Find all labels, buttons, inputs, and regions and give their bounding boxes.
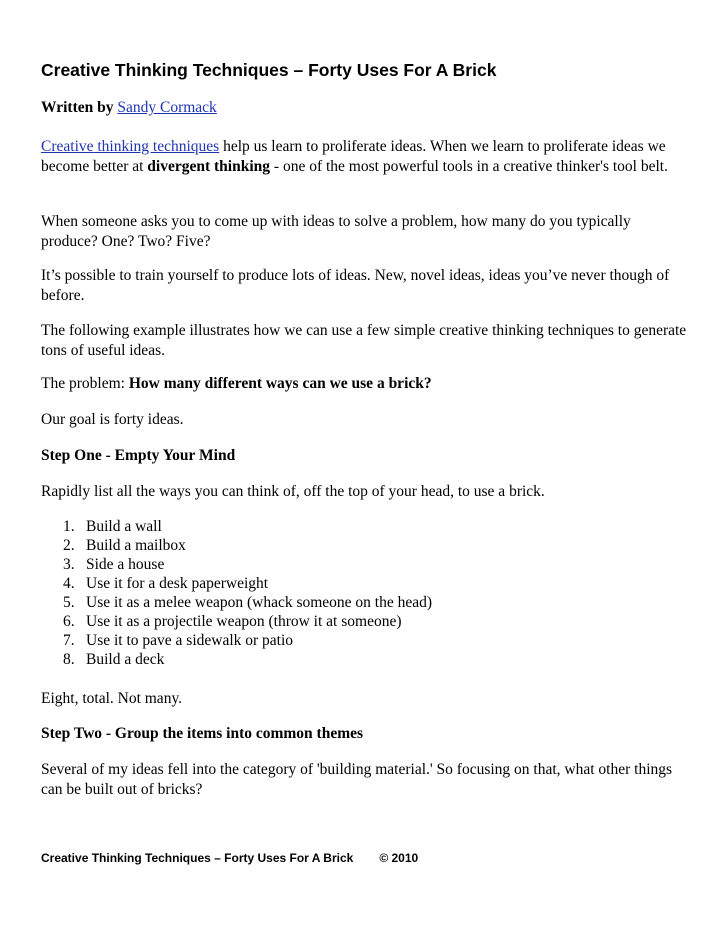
step-one-heading xyxy=(41,446,691,466)
list-item-text: Use it as a melee weapon (whack someone on the head) xyxy=(86,594,433,611)
list-item-text: Build a mailbox xyxy=(86,537,186,554)
list-item-text: Use it to pave a sidewalk or patio xyxy=(86,632,294,649)
ideas-list xyxy=(41,517,432,669)
list-item-text: Use it as a projectile weapon (throw it at someone) xyxy=(86,613,402,630)
list-item-text: Build a deck xyxy=(86,651,165,668)
author-link[interactable]: Sandy Cormack xyxy=(117,99,217,116)
list-item-text: Build a wall xyxy=(86,518,162,535)
list-item-number: 1. xyxy=(63,518,75,535)
list-item xyxy=(41,517,432,536)
footer-copyright: © 2010 xyxy=(379,851,419,865)
list-item xyxy=(41,574,432,593)
list-item-number: 7. xyxy=(63,632,75,649)
list-item-number: 2. xyxy=(63,537,75,554)
problem-statement xyxy=(41,374,691,394)
step-two-heading xyxy=(41,724,691,744)
document-title: Creative Thinking Techniques – Forty Uses For A Brick xyxy=(41,60,497,80)
paragraph-4: The following example illustrates how we can use a few simple creative thinking techniques to generate tons of useful ideas. xyxy=(41,322,687,359)
intro-paragraph xyxy=(41,137,691,176)
list-item xyxy=(41,631,432,650)
list-item xyxy=(41,536,432,555)
list-item xyxy=(41,593,432,612)
list-item-number: 3. xyxy=(63,556,75,573)
paragraph-3: It’s possible to train yourself to produce lots of ideas. New, novel ideas, ideas you’ve never though of before. xyxy=(41,267,670,304)
step-one-text: Rapidly list all the ways you can think of, off the top of your head, to use a brick. xyxy=(41,483,545,500)
list-item-text: Use it for a desk paperweight xyxy=(86,575,269,592)
list-item-number: 4. xyxy=(63,575,75,592)
list-item-number: 6. xyxy=(63,613,75,630)
intro-bold: divergent thinking xyxy=(147,157,271,175)
list-item-number: 5. xyxy=(63,594,75,611)
problem-question: How many different ways can we use a brick? xyxy=(128,375,432,392)
list-item xyxy=(41,612,432,631)
step-one-heading-text: Step One - Empty Your Mind xyxy=(41,447,236,464)
intro-text-1: help us learn to proliferate ideas. When we learn to proliferate ideas we become better at xyxy=(41,138,666,175)
step-two-heading-text: Step Two - Group the items into common themes xyxy=(41,725,364,742)
creative-thinking-link[interactable]: Creative thinking techniques xyxy=(41,138,220,155)
byline-prefix: Written by xyxy=(41,99,114,116)
summary-text: Eight, total. Not many. xyxy=(41,690,183,707)
goal-text: Our goal is forty ideas. xyxy=(41,411,184,428)
intro-text-2: - one of the most powerful tools in a creative thinker's tool belt. xyxy=(270,157,668,175)
problem-prefix: The problem: xyxy=(41,375,129,392)
byline xyxy=(41,98,691,118)
list-item-number: 8. xyxy=(63,651,75,668)
list-item-text: Side a house xyxy=(86,556,165,573)
step-two-text: Several of my ideas fell into the category of 'building material.' So focusing on that, what other things can be built out of bricks? xyxy=(41,761,673,798)
paragraph-2: When someone asks you to come up with ideas to solve a problem, how many do you typically produce? One? Two? Five? xyxy=(41,213,631,250)
list-item xyxy=(41,555,432,574)
list-item xyxy=(41,650,432,669)
page-footer xyxy=(41,851,418,865)
footer-title: Creative Thinking Techniques – Forty Uses For A Brick xyxy=(41,851,354,865)
